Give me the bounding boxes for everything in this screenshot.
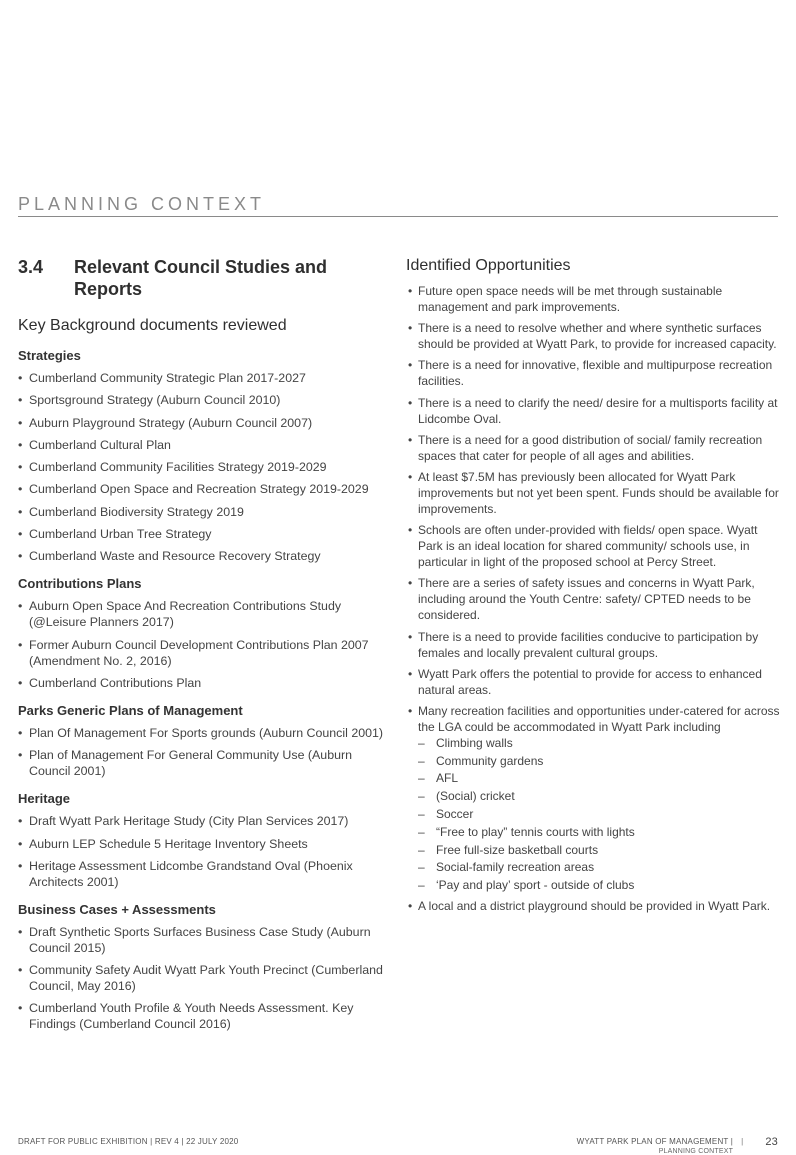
- bullet-icon: •: [18, 748, 23, 763]
- footer-separator: |: [741, 1137, 744, 1146]
- list-item-text: Cumberland Youth Profile & Youth Needs Assessment. Key Findings (Cumberland Council 2016): [29, 1001, 354, 1032]
- bullet-icon: •: [18, 415, 23, 430]
- section-divider: [18, 216, 778, 217]
- footer-title: [577, 1137, 733, 1155]
- bullet-icon: •: [18, 482, 23, 497]
- group-heading: Parks Generic Plans of Management: [18, 702, 243, 718]
- bullet-icon: •: [18, 675, 23, 690]
- bullet-icon: •: [18, 504, 23, 519]
- list-item-text: Cumberland Urban Tree Strategy: [29, 527, 212, 542]
- sub-item: [418, 753, 781, 769]
- document-groups: [18, 348, 388, 1032]
- sub-item-text: Social-family recreation areas: [436, 860, 595, 875]
- list-item-text: Heritage Assessment Lidcombe Grandstand Oval (Phoenix Architects 2001): [29, 858, 353, 889]
- bullet-icon: •: [408, 899, 413, 914]
- footer-document-title: WYATT PARK PLAN OF MANAGEMENT |: [576, 1137, 734, 1146]
- bullet-icon: •: [408, 432, 413, 447]
- opportunity-item: [406, 395, 781, 427]
- opportunity-item: [406, 320, 781, 352]
- dash-icon: –: [418, 878, 425, 893]
- dash-icon: –: [418, 842, 425, 857]
- bullet-icon: •: [18, 527, 23, 542]
- bullet-icon: •: [18, 393, 23, 408]
- bullet-icon: •: [408, 395, 413, 410]
- sub-item-text: “Free to play” tennis courts with lights: [436, 824, 635, 839]
- bullet-icon: •: [408, 629, 413, 644]
- sub-item-text: Free full-size basketball courts: [436, 842, 599, 857]
- sub-item-text: Soccer: [436, 807, 474, 822]
- list-item: [18, 415, 388, 431]
- opportunities-list: [406, 283, 781, 914]
- list-item-text: Sportsground Strategy (Auburn Council 2010): [29, 393, 281, 408]
- documents-subheading: Key Background documents reviewed: [18, 317, 287, 334]
- document-list: [18, 813, 388, 890]
- opportunity-text: There is a need for a good distribution of social/ family recreation spaces that cater for people of all ages and abilities.: [418, 432, 763, 463]
- list-item-text: Cumberland Community Strategic Plan 2017-2027: [29, 371, 306, 385]
- left-column: [18, 256, 388, 1039]
- bullet-icon: •: [408, 358, 413, 373]
- group-heading: Contributions Plans: [18, 576, 142, 592]
- list-item-text: Cumberland Waste and Resource Recovery Strategy: [29, 549, 321, 564]
- opportunity-text: There are a series of safety issues and concerns in Wyatt Park, including around the Youth Centre: safety/ CPTED needs to be considered.: [418, 576, 755, 623]
- dash-icon: –: [418, 860, 425, 875]
- sub-item: [418, 806, 781, 822]
- dash-icon: –: [418, 824, 425, 839]
- bullet-icon: •: [408, 576, 413, 591]
- list-item: [18, 747, 388, 779]
- list-item-text: Community Safety Audit Wyatt Park Youth Precinct (Cumberland Council, May 2016): [29, 963, 383, 994]
- sub-item: [418, 788, 781, 804]
- bullet-icon: •: [408, 284, 413, 298]
- sub-item-text: ‘Pay and play’ sport - outside of clubs: [436, 878, 635, 893]
- document-list: [18, 598, 388, 691]
- bullet-icon: •: [18, 637, 23, 652]
- opportunity-item: [406, 432, 781, 464]
- sub-item: [418, 859, 781, 875]
- list-item-text: Cumberland Community Facilities Strategy 2019-2029: [29, 460, 327, 475]
- opportunity-item: [406, 522, 781, 570]
- bullet-icon: •: [408, 523, 413, 538]
- opportunity-text: At least $7.5M has previously been allocated for Wyatt Park improvements but not yet been spent. Funds should be available for improvements.: [418, 469, 779, 516]
- bullet-icon: •: [18, 599, 23, 614]
- sub-item-text: Climbing walls: [436, 735, 513, 750]
- section-title: Relevant Council Studies and Reports: [74, 257, 328, 299]
- opportunity-item: [406, 666, 781, 698]
- bullet-icon: •: [18, 924, 23, 939]
- opportunity-item: [406, 575, 781, 623]
- opportunity-text: Future open space needs will be met through sustainable management and park improvements.: [418, 284, 723, 314]
- opportunity-item: [406, 283, 781, 315]
- bullet-icon: •: [18, 460, 23, 475]
- bullet-icon: •: [18, 371, 23, 385]
- bullet-icon: •: [408, 321, 413, 336]
- list-item: [18, 548, 388, 564]
- bullet-icon: •: [18, 858, 23, 873]
- bullet-icon: •: [18, 1001, 23, 1016]
- dash-icon: –: [418, 753, 425, 768]
- list-item-text: Auburn LEP Schedule 5 Heritage Inventory Sheets: [29, 836, 308, 851]
- bullet-icon: •: [18, 963, 23, 978]
- list-item: [18, 392, 388, 408]
- sub-item: [418, 770, 781, 786]
- sub-item-text: Community gardens: [436, 753, 544, 768]
- list-item: [18, 370, 388, 386]
- list-item-text: Auburn Open Space And Recreation Contributions Study (@Leisure Planners 2017): [29, 599, 342, 630]
- group-heading: Strategies: [18, 348, 81, 363]
- page-section-title: PLANNING CONTEXT: [18, 194, 266, 214]
- sub-item-text: (Social) cricket: [436, 789, 515, 804]
- section-number: 3.4: [18, 257, 44, 277]
- opportunity-item: [406, 629, 781, 661]
- opportunity-item: [406, 357, 781, 389]
- dash-icon: –: [418, 807, 425, 822]
- opportunity-text: Many recreation facilities and opportunities under-catered for across the LGA could be accommodated in Wyatt Park including: [418, 703, 780, 734]
- list-item: [18, 437, 388, 453]
- opportunity-item: [406, 703, 781, 893]
- opportunity-text: Wyatt Park offers the potential to provide for access to enhanced natural areas.: [418, 666, 762, 697]
- list-item-text: Former Auburn Council Development Contributions Plan 2007 (Amendment No. 2, 2016): [29, 637, 369, 668]
- sub-item: [418, 824, 781, 840]
- footer-left: DRAFT FOR PUBLIC EXHIBITION | REV 4 | 22 JULY 2020: [18, 1137, 239, 1146]
- list-item-text: Cumberland Cultural Plan: [29, 437, 171, 452]
- section-heading: [18, 256, 388, 300]
- opportunity-text: A local and a district playground should be provided in Wyatt Park.: [418, 899, 771, 914]
- sub-item-list: [418, 735, 781, 893]
- list-item-text: Cumberland Biodiversity Strategy 2019: [29, 504, 244, 519]
- sub-item: [418, 842, 781, 858]
- opportunity-text: There is a need for innovative, flexible and multipurpose recreation facilities.: [418, 358, 773, 389]
- list-item-text: Draft Wyatt Park Heritage Study (City Plan Services 2017): [29, 814, 349, 829]
- dash-icon: –: [418, 735, 425, 750]
- opportunity-text: There is a need to clarify the need/ desire for a multisports facility at Lidcombe Oval.: [418, 395, 778, 426]
- dash-icon: –: [418, 771, 425, 786]
- list-item: [18, 637, 388, 669]
- list-item-text: Plan Of Management For Sports grounds (Auburn Council 2001): [29, 725, 384, 740]
- opportunity-item: [406, 898, 781, 914]
- dash-icon: –: [418, 789, 425, 804]
- opportunities-heading: Identified Opportunities: [406, 257, 571, 274]
- list-item: [18, 526, 388, 542]
- bullet-icon: •: [18, 814, 23, 829]
- list-item-text: Draft Synthetic Sports Surfaces Business Case Study (Auburn Council 2015): [29, 924, 371, 955]
- group-heading: Business Cases + Assessments: [18, 901, 216, 917]
- list-item: [18, 813, 388, 829]
- page-number: 23: [765, 1136, 778, 1148]
- list-item: [18, 504, 388, 520]
- group-heading: Heritage: [18, 791, 71, 807]
- list-item: [18, 675, 388, 691]
- list-item: [18, 598, 388, 630]
- list-item-text: Cumberland Open Space and Recreation Strategy 2019-2029: [29, 482, 369, 497]
- bullet-icon: •: [18, 725, 23, 740]
- sub-item-text: AFL: [436, 771, 459, 786]
- right-column: [406, 256, 781, 920]
- sub-item: [418, 735, 781, 751]
- list-item: [18, 836, 388, 852]
- list-item-text: Cumberland Contributions Plan: [29, 675, 202, 690]
- document-list: [18, 725, 388, 779]
- bullet-icon: •: [408, 703, 413, 718]
- footer-section-name: PLANNING CONTEXT: [658, 1148, 734, 1155]
- list-item: [18, 962, 388, 994]
- list-item: [18, 481, 388, 497]
- list-item: [18, 924, 388, 956]
- opportunity-text: There is a need to provide facilities conducive to participation by females and locally prevalent cultural groups.: [418, 629, 759, 660]
- sub-item: [418, 877, 781, 893]
- bullet-icon: •: [408, 469, 413, 484]
- bullet-icon: •: [18, 437, 23, 452]
- opportunity-text: There is a need to resolve whether and where synthetic surfaces should be provided at Wyatt Park, to provide for increased capacity.: [418, 321, 777, 352]
- bullet-icon: •: [408, 666, 413, 681]
- document-list: [18, 370, 388, 564]
- list-item: [18, 858, 388, 890]
- list-item-text: Auburn Playground Strategy (Auburn Council 2007): [29, 415, 313, 430]
- document-list: [18, 924, 388, 1033]
- list-item: [18, 725, 388, 741]
- opportunity-item: [406, 469, 781, 517]
- list-item-text: Plan of Management For General Community Use (Auburn Council 2001): [29, 748, 352, 779]
- bullet-icon: •: [18, 836, 23, 851]
- list-item: [18, 459, 388, 475]
- opportunity-text: Schools are often under-provided with fields/ open space. Wyatt Park is an ideal location for shared community/ schools use, in particular in light of the proposed school at Percy Street.: [418, 523, 758, 570]
- footer-right: [577, 1137, 778, 1155]
- list-item: [18, 1000, 388, 1032]
- bullet-icon: •: [18, 549, 23, 564]
